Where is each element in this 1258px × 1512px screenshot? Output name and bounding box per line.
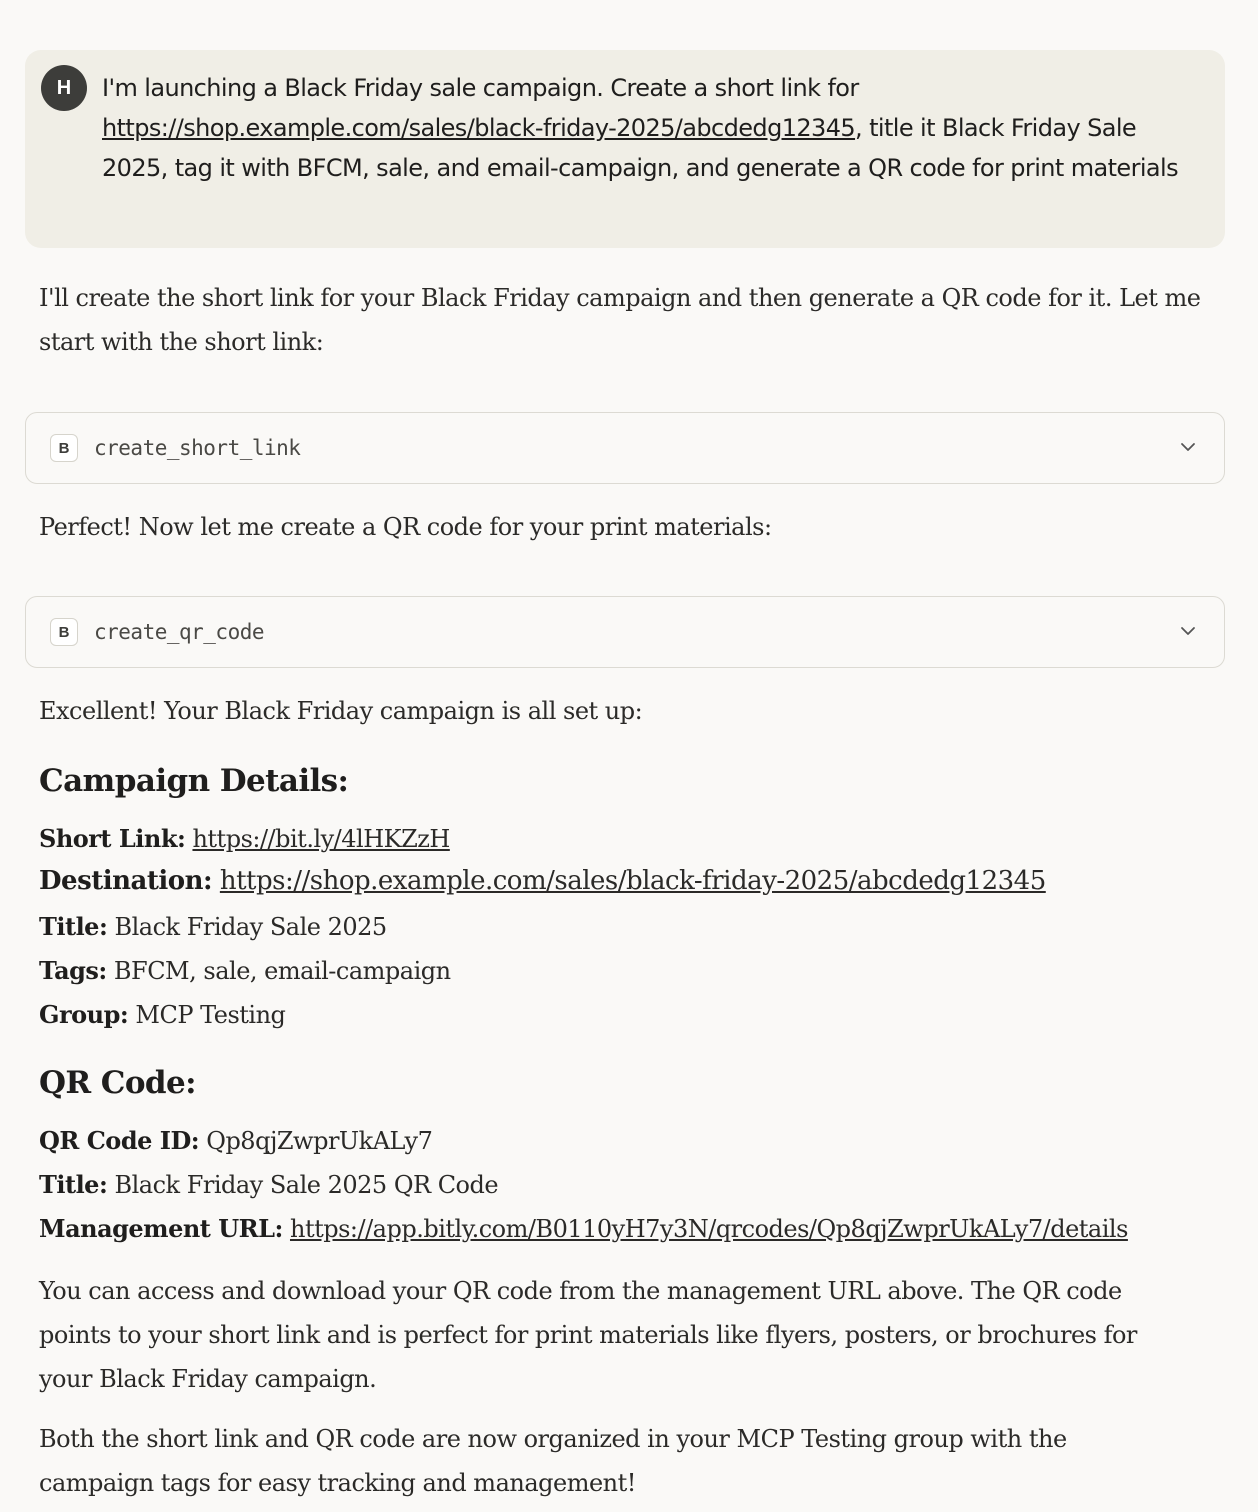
user-avatar <box>41 65 87 111</box>
label: Short Link: <box>39 824 186 853</box>
title-row <box>39 905 1219 949</box>
label: Group: <box>39 1000 129 1029</box>
user-message-text <box>102 68 1202 188</box>
tool-badge-icon: B <box>50 618 78 646</box>
label: QR Code ID: <box>39 1126 200 1155</box>
user-text-after: , title it Black Friday Sale 2025, tag it with BFCM, sale, and email-campaign, and generate a QR code for print materials <box>102 114 1178 182</box>
assistant-intro: I'll create the short link for your Black Friday campaign and then generate a QR code for it. Let me start with the short link: <box>39 284 1201 356</box>
destination-row <box>39 859 1219 903</box>
assistant-para2: Both the short link and QR code are now organized in your MCP Testing group with the campaign tags for easy tracking and management! <box>39 1425 1067 1497</box>
group-row <box>39 993 1219 1037</box>
management-url-row <box>39 1207 1219 1251</box>
tool-call-create-qr-code[interactable] <box>25 596 1225 668</box>
chevron-down-icon[interactable] <box>1176 435 1200 459</box>
tool-name: create_short_link <box>94 436 301 460</box>
value: BFCM, sale, email-campaign <box>113 957 451 985</box>
value: Black Friday Sale 2025 QR Code <box>114 1171 499 1199</box>
short-link-row <box>39 817 1219 861</box>
user-text-before: I'm launching a Black Friday sale campaign. Create a short link for <box>102 74 859 102</box>
avatar-initial: H <box>56 76 72 99</box>
tags-row <box>39 949 1219 993</box>
short-link[interactable]: https://bit.ly/4lHKZzH <box>192 825 450 853</box>
tool-name: create_qr_code <box>94 620 265 644</box>
label: Management URL: <box>39 1214 283 1243</box>
campaign-details-heading: Campaign Details: <box>39 763 349 799</box>
assistant-para1: You can access and download your QR code from the management URL above. The QR code points to your short link and is perfect for print materials like flyers, posters, or brochures for your Black Friday campaign. <box>39 1277 1137 1393</box>
destination-link[interactable]: https://shop.example.com/sales/black-friday-2025/abcdedg12345 <box>219 866 1046 896</box>
management-url-link[interactable]: https://app.bitly.com/B0110yH7y3N/qrcodes/Qp8qjZwprUkALy7/details <box>289 1215 1128 1243</box>
label: Destination: <box>39 866 213 896</box>
qr-code-heading: QR Code: <box>39 1065 196 1101</box>
user-message-link[interactable]: https://shop.example.com/sales/black-friday-2025/abcdedg12345 <box>102 114 856 142</box>
assistant-after-tool2: Excellent! Your Black Friday campaign is all set up: <box>39 697 643 725</box>
label: Title: <box>39 1170 108 1199</box>
qr-title-row <box>39 1163 1219 1207</box>
tool-call-create-short-link[interactable] <box>25 412 1225 484</box>
value: Qp8qjZwprUkALy7 <box>206 1127 433 1155</box>
tool-badge-icon: B <box>50 434 78 462</box>
qr-id-row <box>39 1119 1219 1163</box>
label: Title: <box>39 912 108 941</box>
chevron-down-icon[interactable] <box>1176 619 1200 643</box>
value: MCP Testing <box>135 1001 286 1029</box>
value: Black Friday Sale 2025 <box>114 913 387 941</box>
assistant-after-tool1: Perfect! Now let me create a QR code for your print materials: <box>39 513 772 541</box>
label: Tags: <box>39 956 107 985</box>
